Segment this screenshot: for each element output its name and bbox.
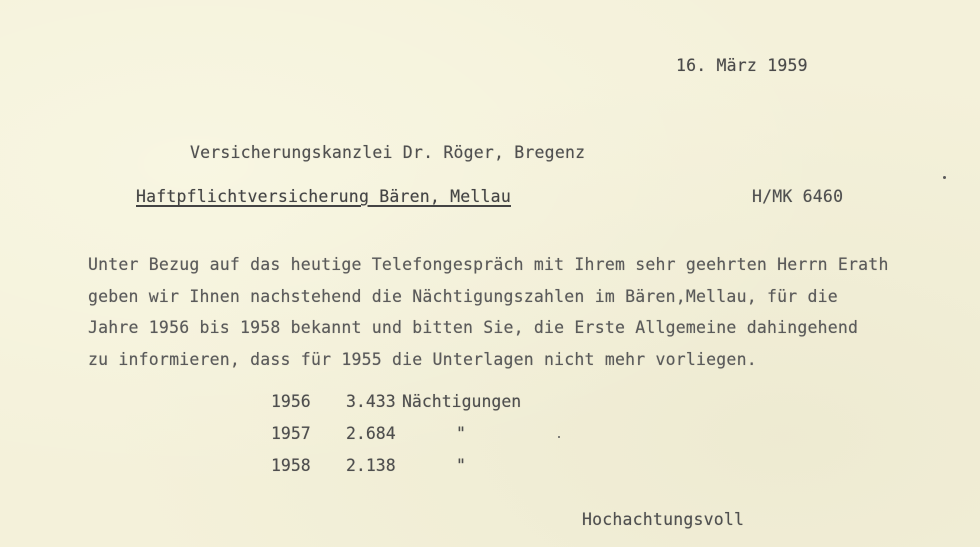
stats-year: 1957 xyxy=(271,424,311,443)
recipient-line: Versicherungskanzlei Dr. Röger, Bregenz xyxy=(190,143,586,162)
body-line: Jahre 1956 bis 1958 bekannt und bitten Sie, die Erste Allgemeine dahingehend xyxy=(88,318,859,337)
subject-line: Haftpflichtversicherung Bären, Mellau xyxy=(136,187,511,206)
paper-speck xyxy=(943,176,946,179)
closing-salutation: Hochachtungsvoll xyxy=(582,510,745,529)
body-line: Unter Bezug auf das heutige Telefongespräch mit Ihrem sehr geehrten Herrn Erath xyxy=(88,255,889,274)
letter-date: 16. März 1959 xyxy=(676,56,808,75)
body-line: geben wir Ihnen nachstehend die Nächtigungszahlen im Bären,Mellau, für die xyxy=(88,287,838,306)
body-line: zu informieren, dass für 1955 die Unterlagen nicht mehr vorliegen. xyxy=(88,350,757,369)
paper-speck xyxy=(558,436,560,438)
stats-count: 2.684 xyxy=(346,424,396,443)
stats-year: 1956 xyxy=(271,392,311,411)
reference-number: H/MK 6460 xyxy=(752,187,844,206)
stats-unit: " xyxy=(456,456,466,475)
stats-count: 3.433 xyxy=(346,392,396,411)
stats-count: 2.138 xyxy=(346,456,396,475)
stats-year: 1958 xyxy=(271,456,311,475)
stats-unit: Nächtigungen xyxy=(402,392,522,411)
stats-unit: " xyxy=(456,424,466,443)
